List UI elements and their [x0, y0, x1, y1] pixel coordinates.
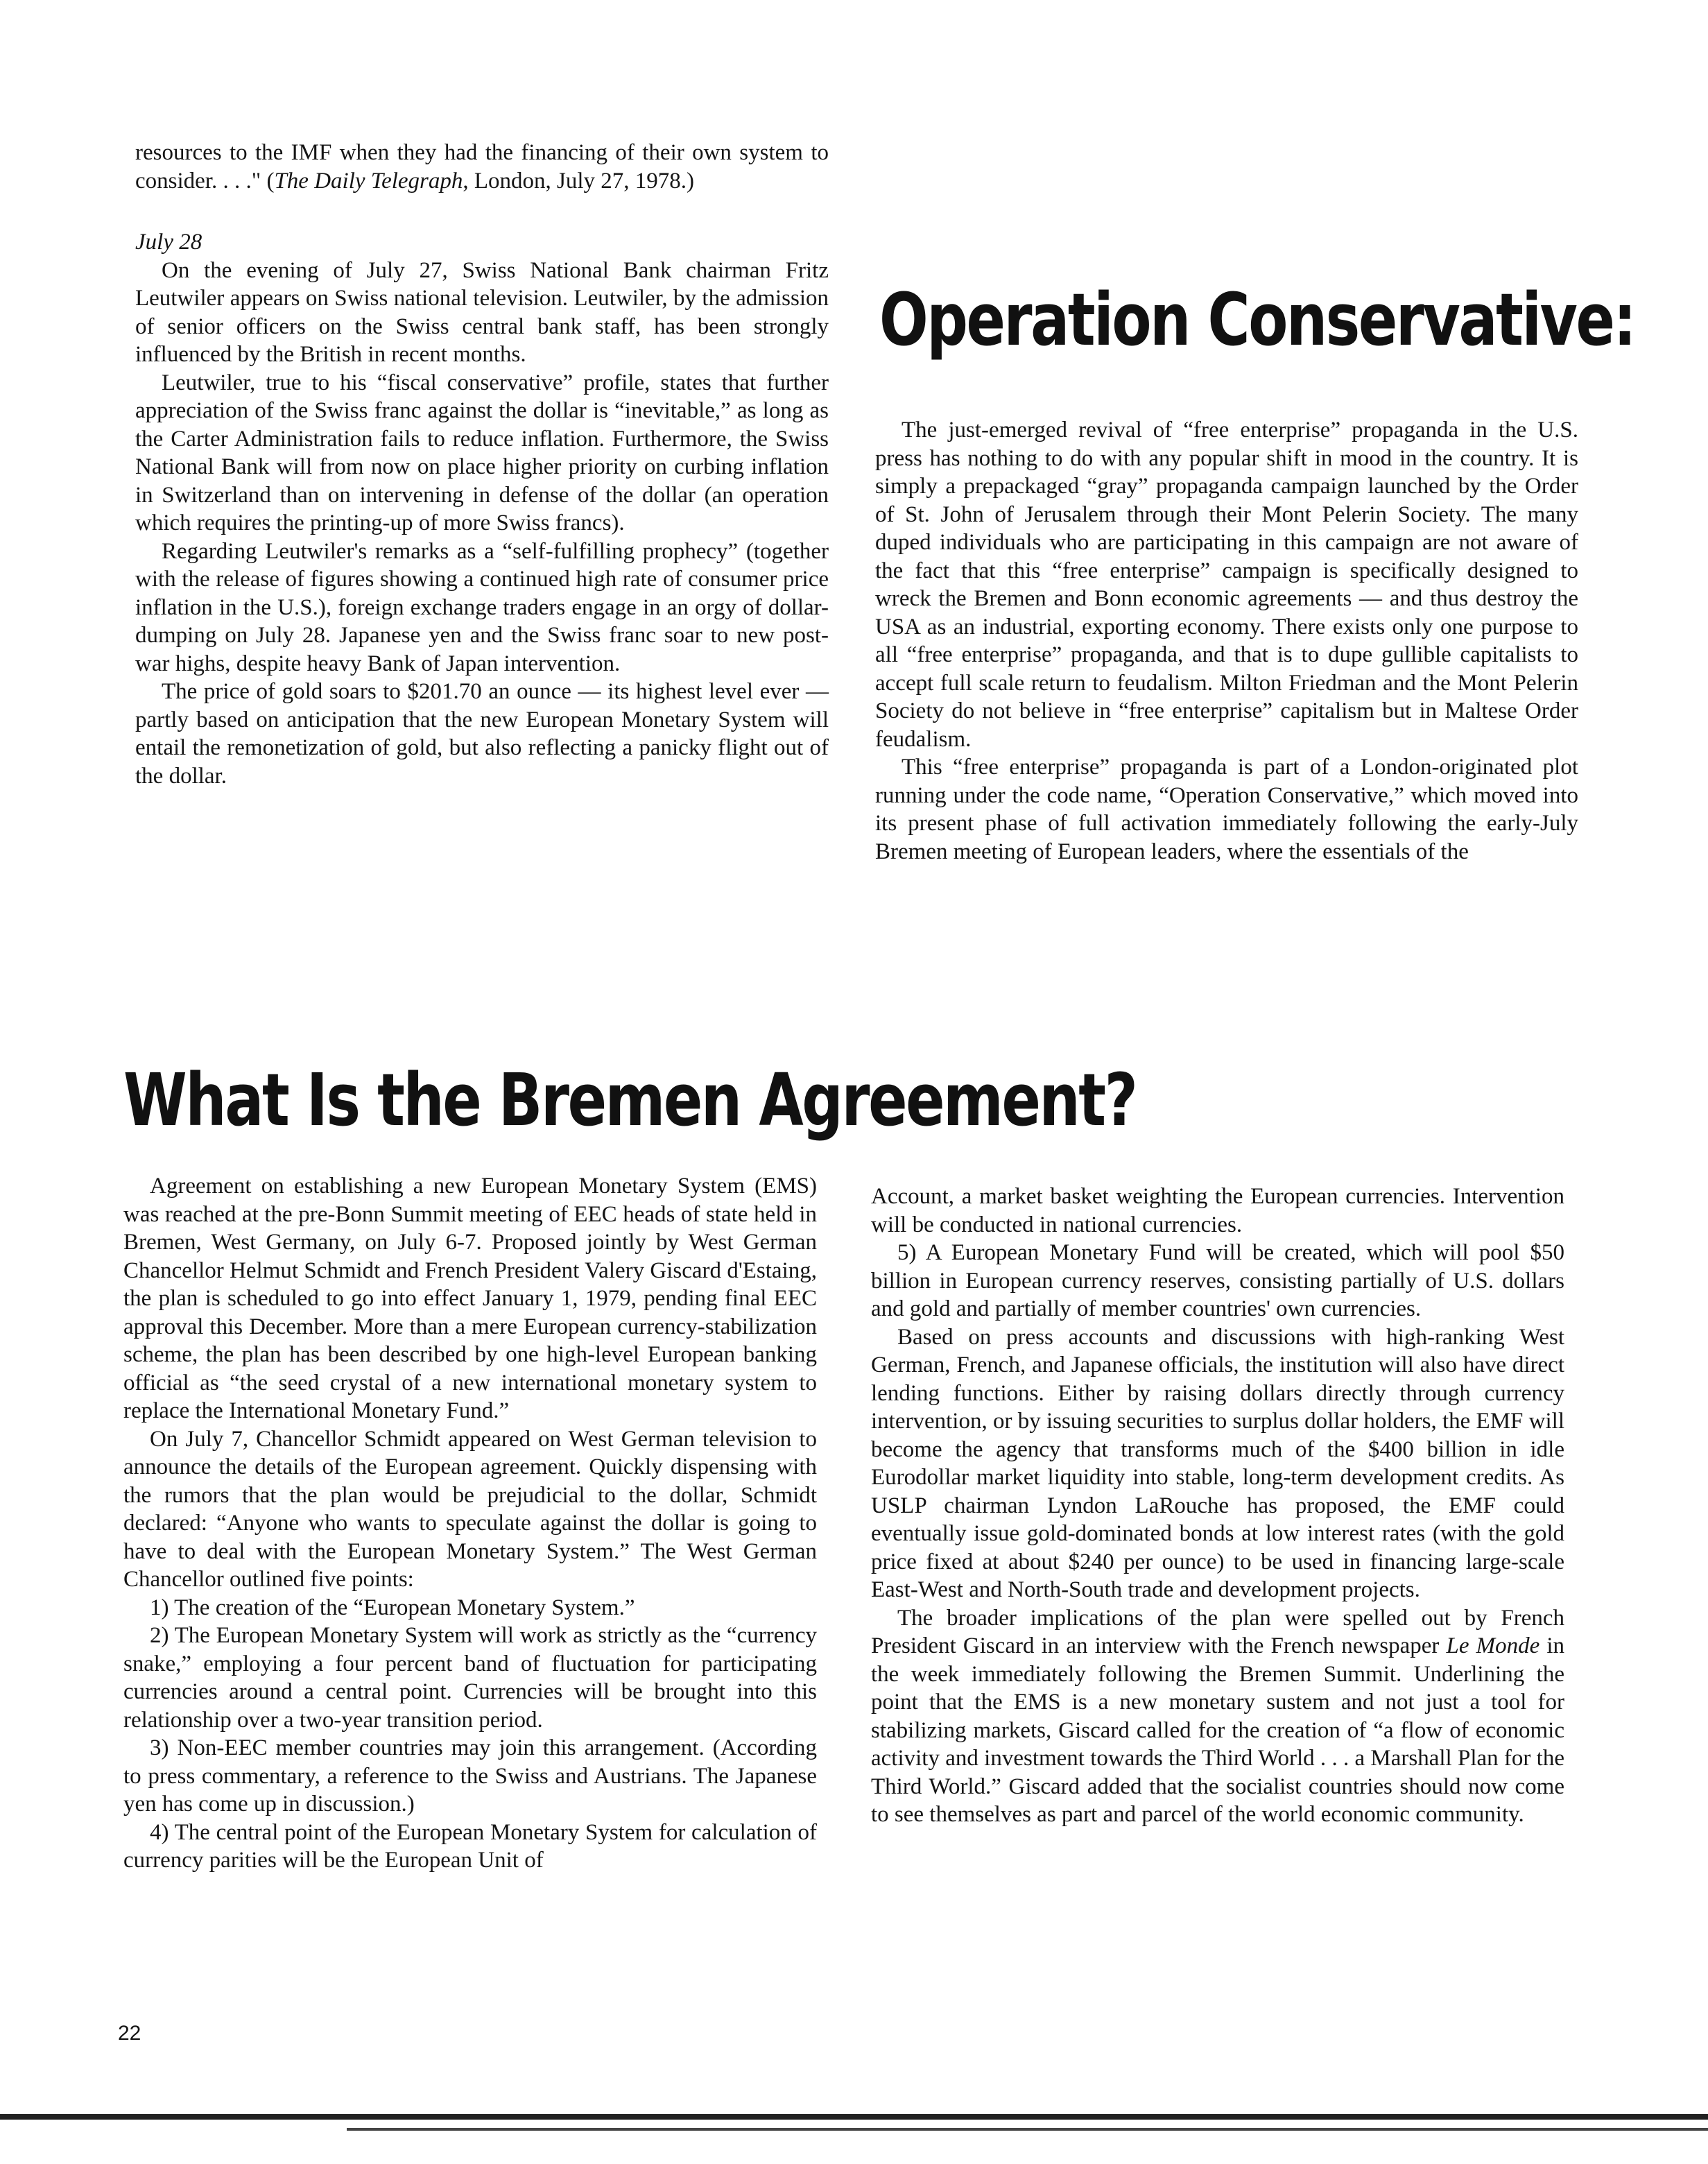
bottom-rule-secondary [347, 2128, 1708, 2131]
newspaper-name: Le Monde [1446, 1633, 1540, 1658]
paragraph: The price of gold soars to $201.70 an ounce — its highest level ever — partly based on anticipation that the new European Monetary System will entail the remonetization of gold, but also reflecting a panicky flight out of the dollar. [135, 679, 829, 789]
list-item: 4) The central point of the European Monetary System for calculation of currency parities will be the European Unit of [123, 1819, 817, 1873]
continuation-paragraph: Account, a market basket weighting the European currencies. Intervention will be conducted in national currencies. [871, 1184, 1564, 1237]
paragraph: On July 7, Chancellor Schmidt appeared on West German television to announce the details of the European agreement. Quickly dispensing with the rumors that the plan would be prejudicial to the dollar, Schmidt declared: “Anyone who wants to speculate against the dollar is going to have to deal with the European Monetary System.” The West German Chancellor outlined five points: [123, 1426, 817, 1592]
paragraph: The just-emerged revival of “free enterprise” propaganda in the U.S. press has nothing to do with any popular shift in mood in the country. It is simply a prepackaged “gray” propaganda campaign launched by the Order of St. John of Jerusalem through their Mont Pelerin Society. The many duped individuals who are participating in this campaign are not aware of the fact that this “free enterprise” campaign is specifically designed to wreck the Bremen and Bonn economic agreements — and thus destroy the USA as an industrial, exporting economy. There exists only one purpose to all “free enterprise” propaganda, and that is to dupe gullible capitalists to accept full scale return to feudalism. Milton Friedman and the Mont Pelerin Society do not believe in “free enterprise” capitalism but in Maltese Order feudalism. [875, 418, 1578, 752]
source-citation: The Daily Telegraph [274, 168, 463, 194]
headline-bremen-agreement: What Is the Bremen Agreement? [123, 1058, 1137, 1142]
paragraph: Agreement on establishing a new European Monetary System (EMS) was reached at the pre-Bonn Summit meeting of EEC heads of state held in Bremen, West Germany, on July 6-7. Proposed jointly by West German Chancellor Helmut Schmidt and French President Valery Giscard d'Estaing, the plan is scheduled to go into effect January 1, 1979, pending final EEC approval this December. More than a mere European currency-stabilization scheme, the plan has been described by one high-level European banking official as “the seed crystal of a new international monetary system to replace the International Monetary Fund.” [123, 1174, 817, 1423]
page-number: 22 [118, 2022, 141, 2045]
list-item: 1) The creation of the “European Monetary System.” [150, 1595, 635, 1620]
list-item: 5) A European Monetary Fund will be created, which will pool $50 billion in European currency reserves, consisting partially of U.S. dollars and gold and partially of member countries' own currencies. [871, 1240, 1564, 1321]
headline-operation-conservative: Operation Conservative: [879, 277, 1635, 362]
list-item: 2) The European Monetary System will work as strictly as the “currency snake,” employing a four percent band of fluctuation for participating currencies around a central point. Currencies will be brought into this relationship over a two-year transition period. [123, 1623, 817, 1733]
operation-conservative-column [875, 416, 1578, 866]
paragraph: Leutwiler, true to his “fiscal conservative” profile, states that further appreciation of the Swiss franc against the dollar is “inevitable,” as long as the Carter Administration fails to reduce inflation. Furthermore, the Swiss National Bank will from now on place higher priority on curbing inflation in Switzerland than on intervening in defense of the dollar (an operation which requires the printing-up of more Swiss francs). [135, 370, 829, 535]
top-left-column [135, 139, 829, 790]
paragraph: On the evening of July 27, Swiss National Bank chairman Fritz Leutwiler appears on Swiss national television. Leutwiler, by the admission of senior officers on the Swiss central bank staff, has been strongly influenced by the British in recent months. [135, 257, 829, 367]
bremen-right-column [871, 1183, 1564, 1829]
paragraph: This “free enterprise” propaganda is part of a London-originated plot running under the code name, “Operation Conservative,” which moved into its present phase of full activation immediately following the early-July Bremen meeting of European leaders, where the essentials of the [875, 755, 1578, 864]
list-item: 3) Non-EEC member countries may join this arrangement. (According to press commentary, a reference to the Swiss and Austrians. The Japanese yen has come up in discussion.) [123, 1735, 817, 1817]
paragraph: Based on press accounts and discussions with high-ranking West German, French, and Japanese officials, the institution will also have direct lending functions. Either by raising dollars directly through currency intervention, or by issuing securities to surplus dollar holders, the EMF will become the agency that transforms much of the $400 billion in idle Eurodollar market liquidity into stable, long-term development credits. As USLP chairman Lyndon LaRouche has proposed, the EMF could eventually issue gold-dominated bonds at low interest rates (with the gold price fixed at about $240 per ounce) to be used in financing large-scale East-West and North-South trade and development projects. [871, 1324, 1564, 1602]
continuation-paragraph: resources to the IMF when they had the financing of their own system to consider. . . ." (The Daily Telegraph, London, July 27, 1978.) [135, 140, 829, 194]
bremen-left-column [123, 1172, 817, 1875]
paragraph: Regarding Leutwiler's remarks as a “self-fulfilling prophecy” (together with the release of figures showing a continued high rate of consumer price inflation in the U.S.), foreign exchange traders engage in an orgy of dollar-dumping on July 28. Japanese yen and the Swiss franc soar to new post-war highs, despite heavy Bank of Japan intervention. [135, 538, 829, 676]
paragraph: The broader implications of the plan were spelled out by French President Giscard in an interview with the French newspaper Le Monde in the week immediately following the Bremen Summit. Underlining the point that the EMS is a new monetary sustem and not just a tool for stabilizing markets, Giscard called for the creation of “a flow of economic activity and investment towards the Third World . . . a Marshall Plan for the Third World.” Giscard added that the socialist countries should now come to see themselves as part and parcel of the world economic community. [871, 1605, 1564, 1827]
bottom-rule [0, 2114, 1708, 2120]
dateline: July 28 [135, 230, 202, 255]
